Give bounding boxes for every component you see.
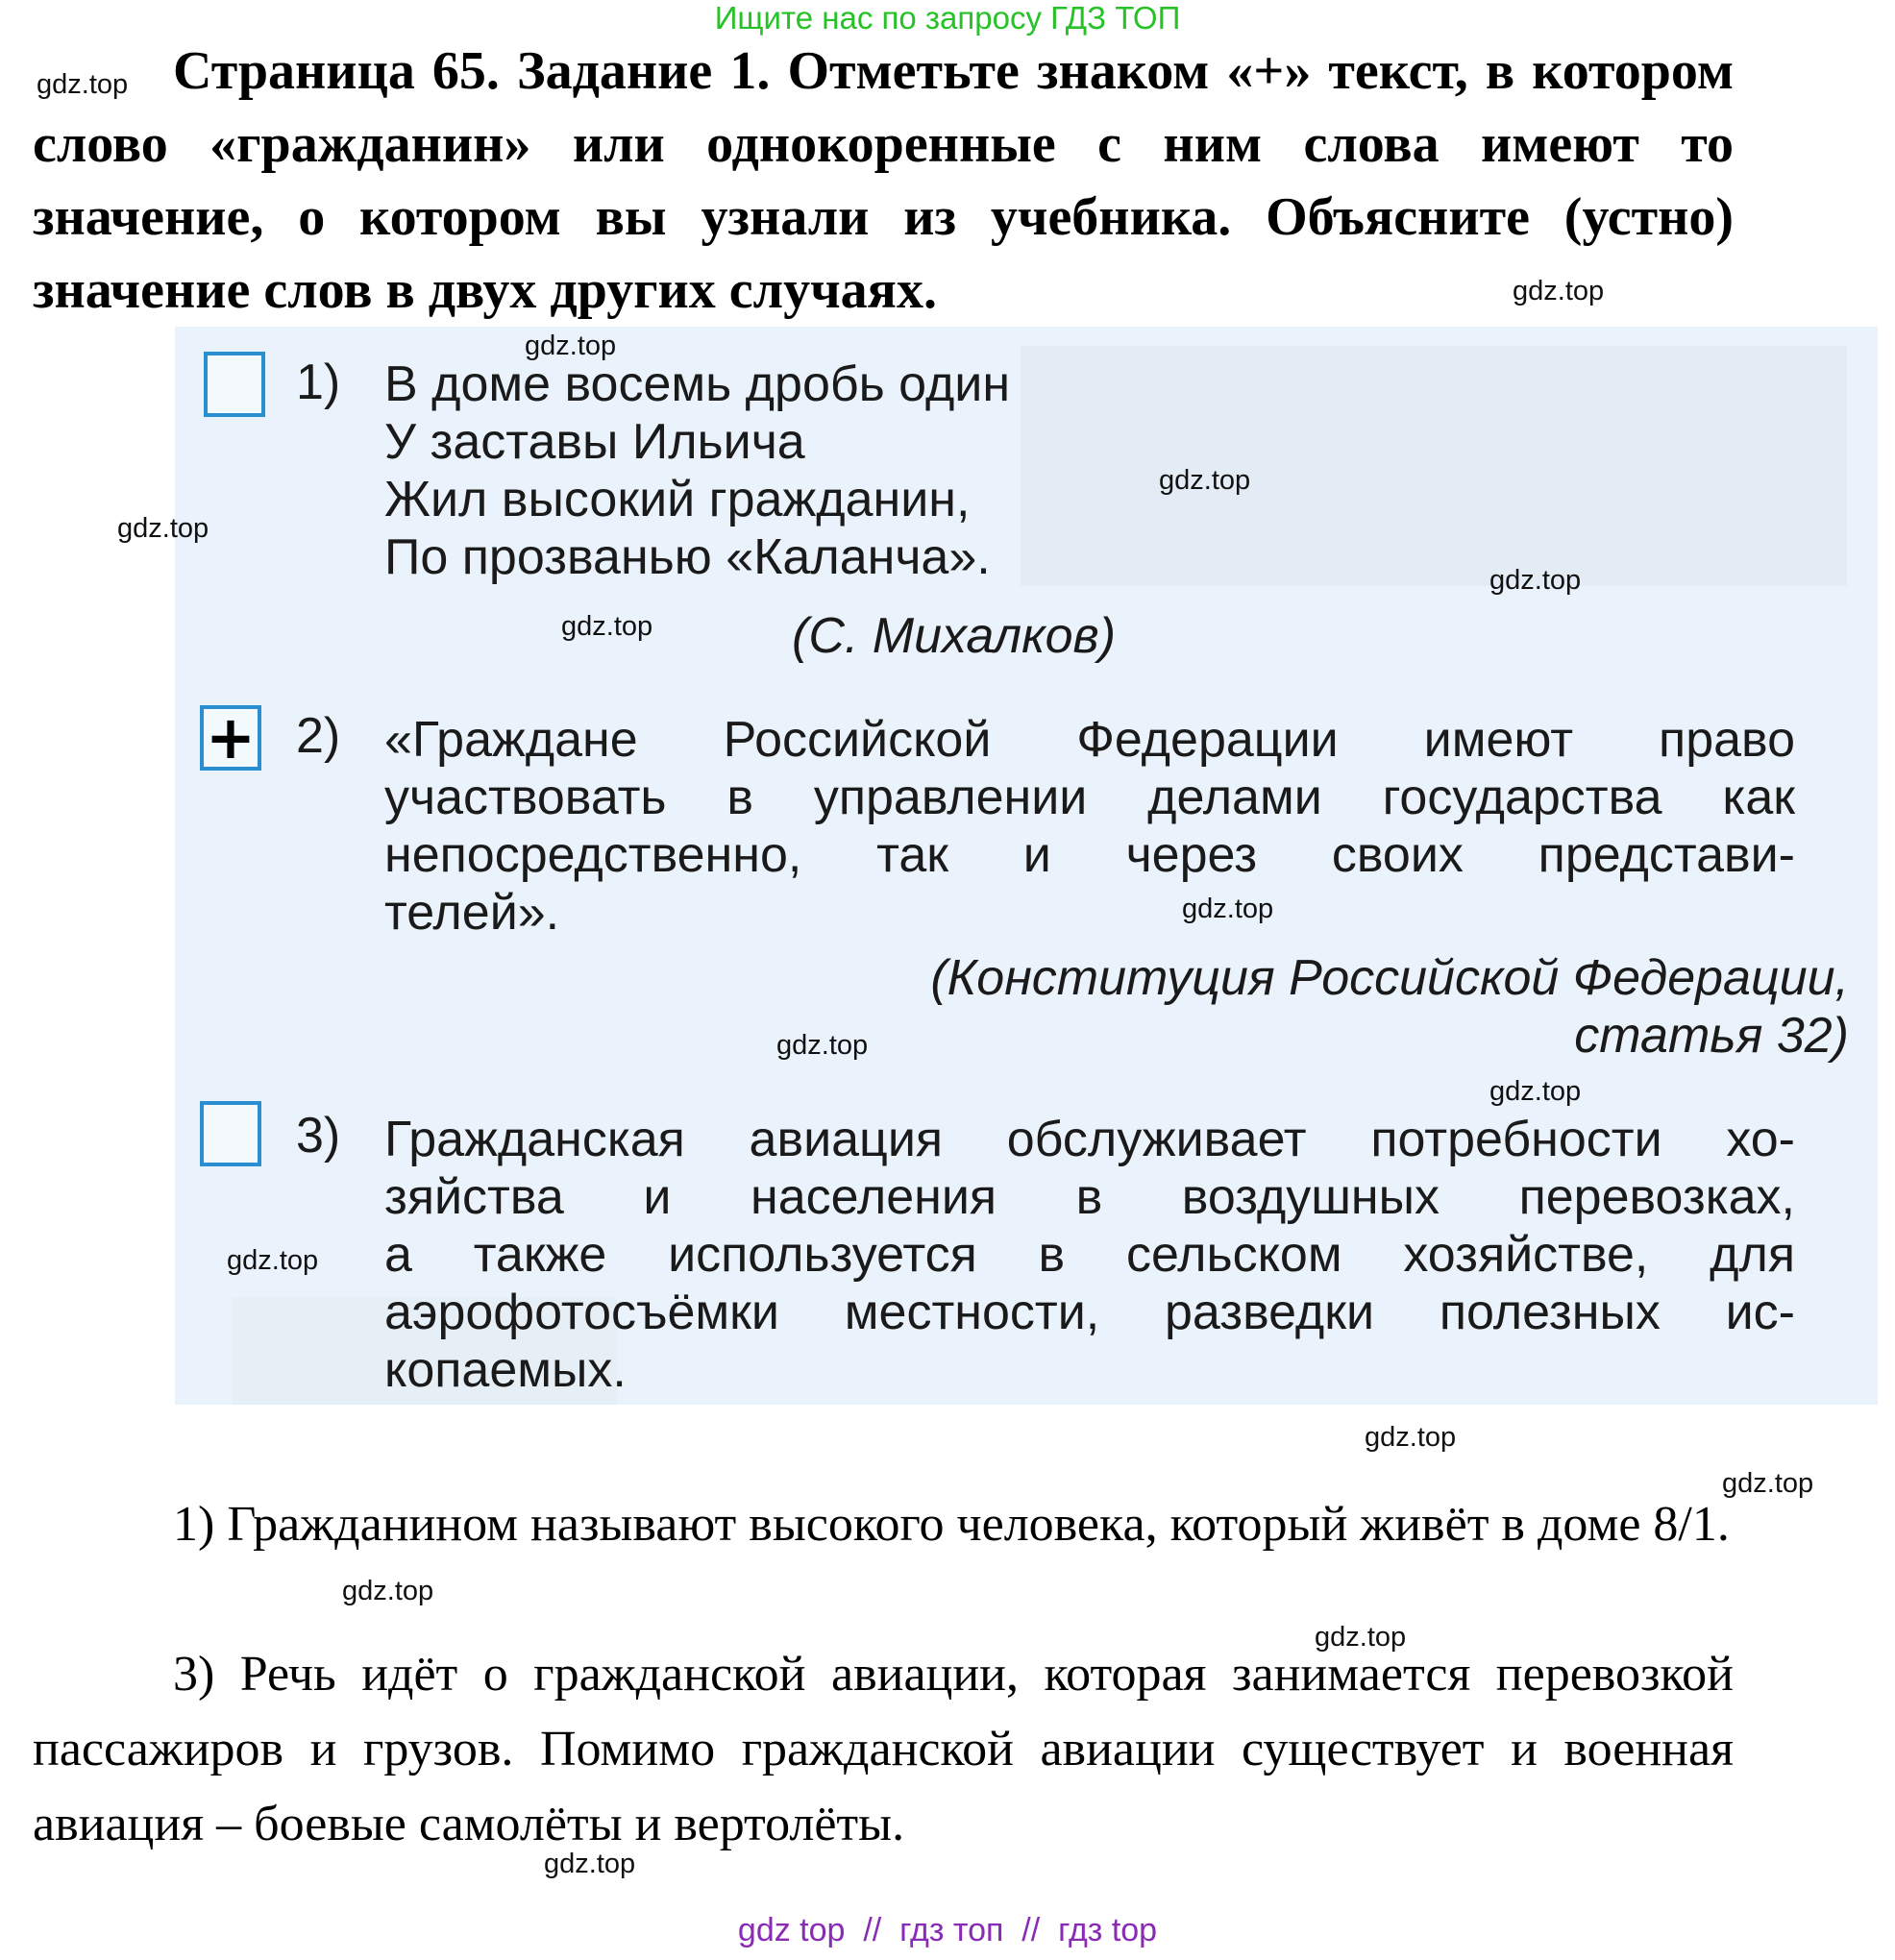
text-line: зяйства и населения в воздушных перевозках,: [384, 1169, 1795, 1225]
quote-line: «Граждане Российской Федерации имеют право: [384, 712, 1795, 768]
quote-line: участвовать в управлении делами государства как: [384, 770, 1795, 825]
footer-links: gdz top // гдз топ // гдз top: [737, 1912, 1158, 1948]
text-line: копаемых.: [384, 1342, 627, 1398]
item-number: 3): [296, 1108, 341, 1164]
item-number: 2): [296, 708, 341, 764]
answer-text: 3) Речь идёт о гражданской авиации, которая занимается перевозкой пассажиров и грузов. Помимо гражданской авиации существует и военная авиация – боевые самолёты и вертолёты.: [33, 1647, 1734, 1851]
watermark: gdz.top: [561, 611, 653, 642]
answer-3: [33, 1637, 1734, 1862]
watermark: gdz.top: [227, 1245, 319, 1276]
top-banner: Ищите нас по запросу ГДЗ ТОП: [714, 0, 1181, 36]
quote-source: (Конституция Российской Федерации,: [930, 950, 1849, 1006]
watermark: gdz.top: [525, 331, 617, 361]
task-title-text: Страница 65. Задание 1. Отметьте знаком «+» текст, в котором слово «гражданин» или однокоренные с ним слова имеют то значение, о котором вы узнали из учебника. Объясните (устно) значение слов в двух других случаях.: [33, 41, 1734, 320]
text-line: Гражданская авиация обслуживает потребности хо-: [384, 1112, 1795, 1167]
watermark: gdz.top: [544, 1849, 636, 1879]
task-title: [33, 35, 1734, 327]
item-number: 1): [296, 355, 341, 410]
watermark: gdz.top: [776, 1030, 869, 1061]
watermark: gdz.top: [1489, 1076, 1582, 1107]
answer-1: [33, 1487, 1734, 1562]
poem-line: В доме восемь дробь один: [384, 356, 1011, 412]
poem-line: Жил высокий гражданин,: [384, 472, 971, 527]
quote-source: статья 32): [1574, 1008, 1849, 1064]
checkbox-item-3[interactable]: [200, 1101, 261, 1166]
quote-line: телей».: [384, 885, 560, 941]
background-shade: [1021, 346, 1847, 586]
checkbox-item-2[interactable]: [200, 702, 261, 772]
textbook-excerpt: [175, 327, 1878, 1405]
plus-icon: +: [206, 702, 256, 772]
poem-author: (С. Михалков): [792, 608, 1117, 664]
poem-line: У заставы Ильича: [384, 414, 805, 470]
watermark: gdz.top: [117, 513, 209, 544]
watermark: gdz.top: [1315, 1622, 1407, 1653]
poem-line: По прозванью «Каланча».: [384, 529, 991, 585]
watermark: gdz.top: [1513, 276, 1605, 306]
watermark: gdz.top: [1365, 1422, 1457, 1453]
text-line: а также используется в сельском хозяйстве, для: [384, 1227, 1795, 1283]
watermark: gdz.top: [1182, 894, 1274, 924]
answer-text: 1) Гражданином называют высокого человека, который живёт в доме 8/1.: [173, 1497, 1730, 1552]
watermark: gdz.top: [1159, 465, 1251, 496]
checkbox-item-1[interactable]: [204, 352, 265, 417]
watermark: gdz.top: [1722, 1468, 1814, 1499]
text-line: аэрофотосъёмки местности, разведки полезных ис-: [384, 1285, 1795, 1340]
quote-line: непосредственно, так и через своих представи-: [384, 827, 1795, 883]
watermark: gdz.top: [342, 1576, 434, 1606]
watermark: gdz.top: [37, 69, 129, 100]
watermark: gdz.top: [1489, 565, 1582, 596]
